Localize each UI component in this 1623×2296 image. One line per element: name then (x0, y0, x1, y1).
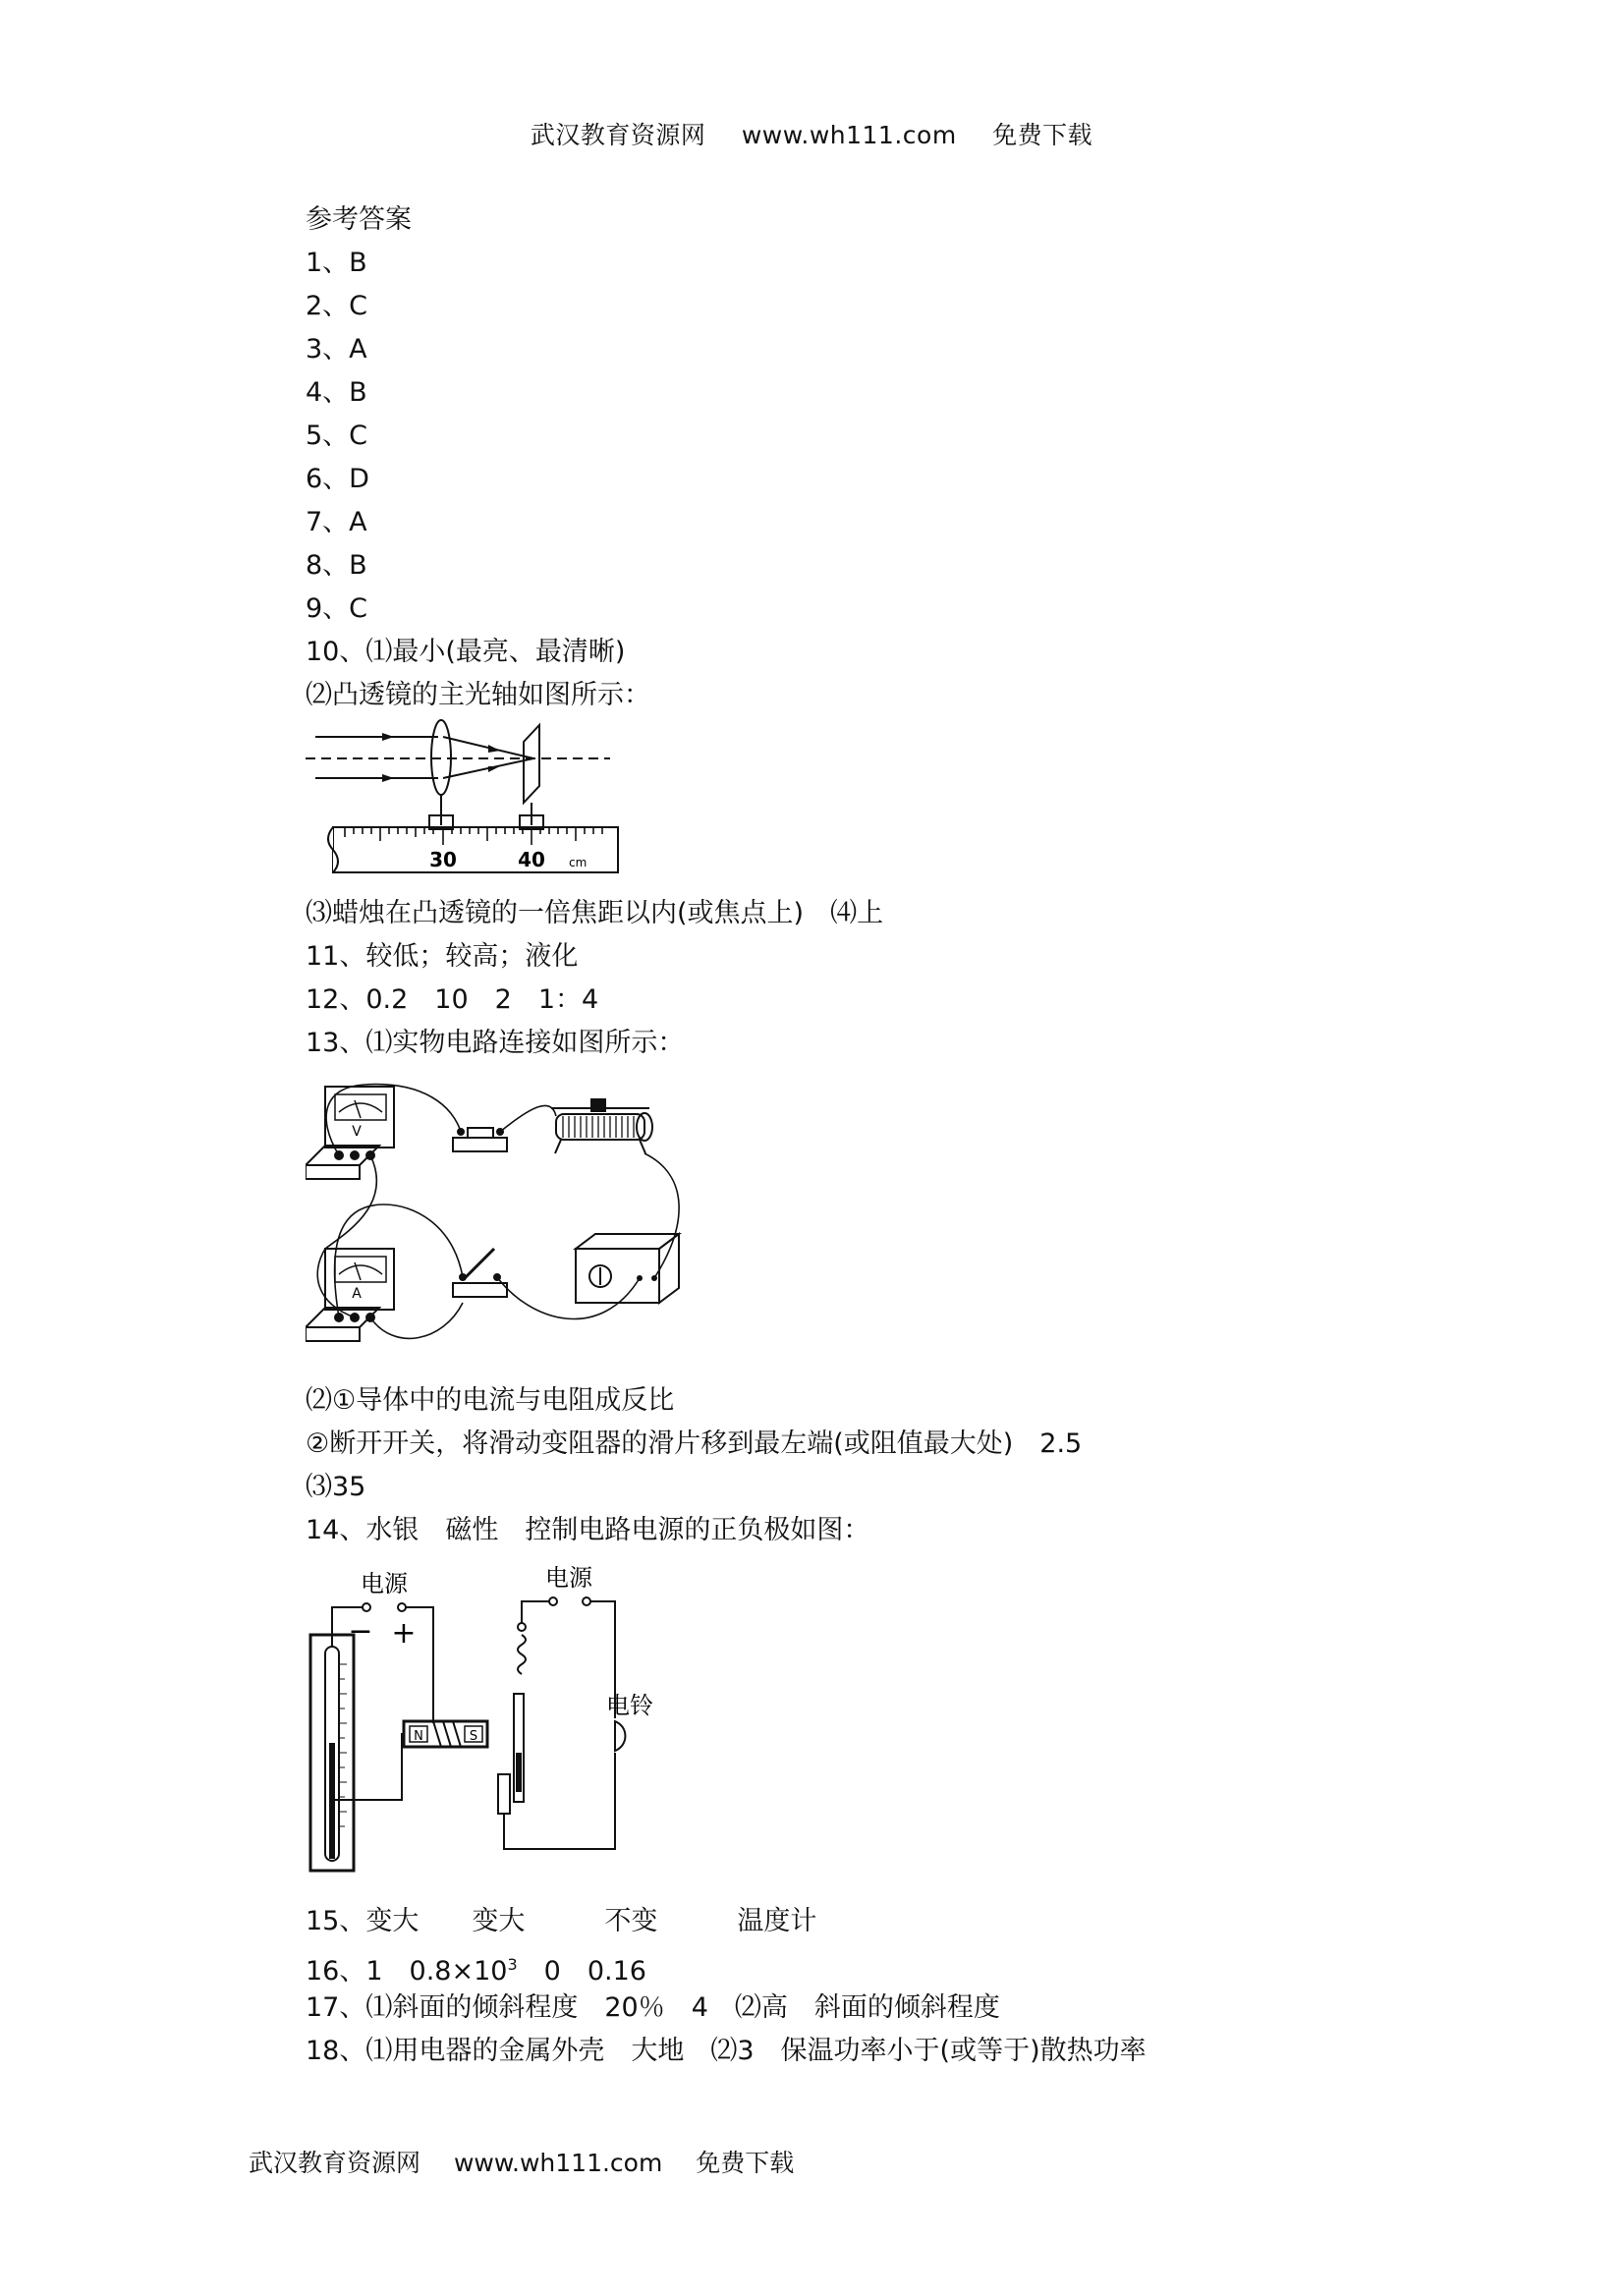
answer-6: 6、D (306, 464, 369, 494)
pole-s: S (469, 1729, 478, 1744)
answer-8: 8、B (306, 550, 367, 581)
answer-2: 2、C (306, 291, 368, 321)
answer-13-line-3: ②断开开关，将滑动变阻器的滑片移到最左端(或阻值最大处) 2.5 (306, 1428, 1083, 1459)
voltmeter-label: V (352, 1124, 362, 1140)
ruler-label-30: 30 (429, 848, 457, 871)
page-header (0, 116, 1623, 151)
page-footer (249, 2144, 819, 2179)
answer-10-line-2: ⑵凸透镜的主光轴如图所示： (306, 680, 650, 710)
circuit-diagram (306, 1077, 797, 1372)
power-label-left: 电源 (361, 1570, 408, 1597)
pole-n: N (414, 1729, 423, 1744)
lens-diagram (306, 717, 630, 884)
answers-title: 参考答案 (306, 204, 412, 235)
ruler-label-40: 40 (518, 848, 545, 871)
answer-16-exponent: 3 (507, 1955, 518, 1974)
answer-18: 18、⑴用电器的金属外壳 大地 ⑵3 保温功率小于(或等于)散热功率 (306, 2036, 1147, 2066)
header-note: 免费下载 (992, 121, 1093, 149)
answer-14-line-1: 14、水银 磁性 控制电路电源的正负极如图： (306, 1515, 870, 1545)
bell-label: 电铃 (606, 1692, 653, 1719)
ruler-unit: cm (569, 856, 588, 869)
answer-3: 3、A (306, 334, 367, 364)
relay-diagram (306, 1556, 699, 1890)
footer-note: 免费下载 (696, 2149, 795, 2177)
relay-figure (306, 1552, 1435, 1900)
answer-16-prefix: 16、1 0.8×10 (306, 1956, 508, 1987)
answer-7: 7、A (306, 507, 367, 537)
header-site: 武汉教育资源网 (530, 121, 706, 149)
minus-sign: − (348, 1614, 373, 1649)
answer-5: 5、C (306, 420, 368, 451)
answer-11: 11、较低；较高；液化 (306, 941, 579, 972)
answer-12: 12、0.2 10 2 1：4 (306, 984, 599, 1015)
answer-16 (306, 1943, 1435, 1987)
answer-13-line-4: ⑶35 (306, 1472, 366, 1502)
answer-10-line-3: ⑶蜡烛在凸透镜的一倍焦距以内(或焦点上) ⑷上 (306, 898, 884, 928)
answer-9: 9、C (306, 593, 368, 624)
answer-1: 1、B (306, 248, 367, 278)
ammeter-label: A (352, 1286, 362, 1302)
footer-url[interactable]: www.wh111.com (453, 2149, 663, 2177)
answer-10-line-1: 10、⑴最小(最亮、最清晰) (306, 637, 626, 667)
answer-content (306, 198, 1435, 2073)
answer-17: 17、⑴斜面的倾斜程度 20％ 4 ⑵高 斜面的倾斜程度 (306, 1992, 1000, 2023)
footer-site: 武汉教育资源网 (249, 2149, 421, 2177)
answer-13-line-1: 13、⑴实物电路连接如图所示： (306, 1028, 685, 1058)
answer-4: 4、B (306, 377, 367, 408)
circuit-figure (306, 1065, 1435, 1379)
header-url[interactable]: www.wh111.com (741, 121, 957, 149)
plus-sign: + (391, 1616, 417, 1651)
answer-16-suffix: 0 0.16 (517, 1956, 646, 1987)
answer-15: 15、变大 变大 不变 温度计 (306, 1906, 817, 1936)
voltmeter (306, 1087, 394, 1179)
answer-13-line-2: ⑵①导体中的电流与电阻成反比 (306, 1385, 675, 1416)
lens-figure (306, 717, 1435, 892)
power-label-right: 电源 (545, 1564, 592, 1592)
